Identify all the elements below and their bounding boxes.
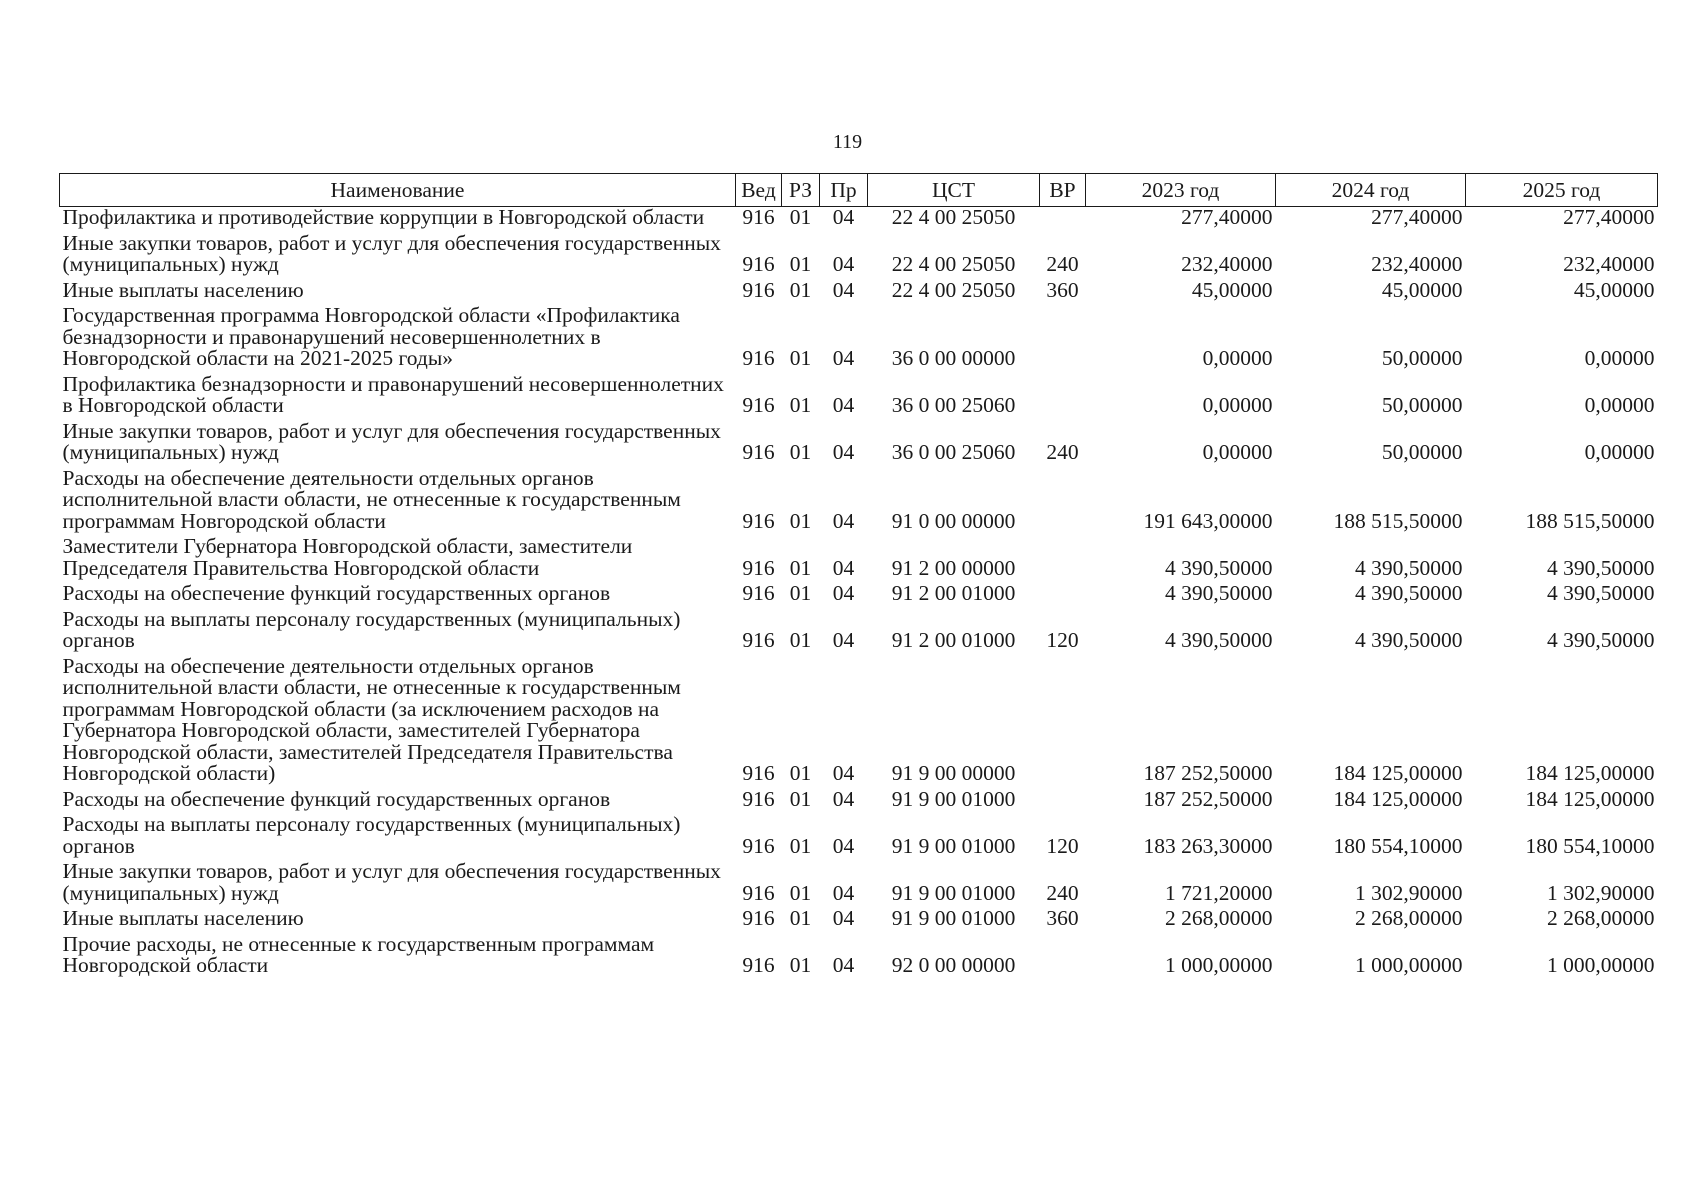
row-amount-2023: 191 643,00000: [1143, 508, 1273, 533]
row-amount-2025: 184 125,00000: [1525, 761, 1655, 785]
row-name: Иные закупки товаров, работ и услуг для обеспечения государственных (муниципальных) нужд: [62, 859, 721, 905]
row-amount-2025: 1 302,90000: [1547, 880, 1655, 905]
row-pr: 04: [832, 953, 855, 977]
row-cst: 91 0 00 00000: [891, 508, 1016, 533]
row-vr: [1040, 583, 1086, 609]
row-ved: 916: [742, 555, 775, 580]
row-pr: 04: [832, 906, 855, 930]
row-amount-2023: 4 390,50000: [1165, 628, 1273, 652]
table-row: [60, 934, 1658, 981]
row-pr: 04: [832, 628, 855, 652]
row-name: Иные выплаты населению: [62, 906, 304, 930]
row-vr: 360: [1046, 906, 1079, 930]
row-cst: 92 0 00 00000: [891, 953, 1016, 977]
row-amount-2024: 184 125,00000: [1333, 761, 1463, 785]
row-name: Иные выплаты населению: [62, 277, 304, 302]
row-ved: 916: [742, 880, 775, 905]
row-amount-2024: 277,40000: [1371, 205, 1463, 229]
row-ved: 916: [742, 277, 775, 302]
table-header: [60, 174, 1658, 207]
row-amount-2024: 50,00000: [1381, 346, 1463, 370]
row-amount-2024: 232,40000: [1371, 252, 1463, 276]
row-amount-2025: 4 390,50000: [1547, 628, 1655, 652]
table-row: [60, 207, 1658, 233]
row-name: Заместители Губернатора Новгородской области, заместители Председателя Правительства Новгородской области: [62, 534, 633, 580]
row-vr: [1040, 468, 1086, 537]
row-amount-2024: 184 125,00000: [1333, 786, 1463, 811]
budget-table: [59, 173, 1658, 981]
row-amount-2023: 1 721,20000: [1165, 880, 1273, 905]
row-amount-2024: 188 515,50000: [1333, 508, 1463, 533]
row-vr: [1040, 305, 1086, 374]
row-ved: 916: [742, 440, 775, 464]
row-vr: 360: [1046, 277, 1079, 302]
row-vr: [1040, 207, 1086, 233]
row-cst: 36 0 00 25060: [891, 440, 1016, 464]
table-row: [60, 536, 1658, 583]
row-vr: [1040, 789, 1086, 815]
row-rz: 01: [789, 628, 812, 652]
table-row: [60, 305, 1658, 374]
row-pr: 04: [832, 833, 855, 858]
row-vr: [1040, 656, 1086, 789]
row-ved: 916: [742, 393, 775, 417]
row-amount-2025: 0,00000: [1584, 440, 1655, 464]
row-cst: 36 0 00 00000: [891, 346, 1016, 370]
row-amount-2025: 1 000,00000: [1547, 953, 1655, 977]
row-amount-2023: 1 000,00000: [1165, 953, 1273, 977]
row-amount-2025: 4 390,50000: [1547, 581, 1655, 605]
row-pr: 04: [832, 508, 855, 533]
row-ved: 916: [742, 786, 775, 811]
row-amount-2023: 183 263,30000: [1143, 833, 1273, 858]
row-rz: 01: [789, 555, 812, 580]
row-rz: 01: [789, 953, 812, 977]
table-row: [60, 421, 1658, 468]
table-row: [60, 374, 1658, 421]
row-rz: 01: [789, 277, 812, 302]
row-cst: 36 0 00 25060: [891, 393, 1016, 417]
row-cst: 91 2 00 00000: [891, 555, 1016, 580]
row-pr: 04: [832, 393, 855, 417]
row-ved: 916: [742, 833, 775, 858]
row-amount-2025: 45,00000: [1573, 277, 1655, 302]
table-row: [60, 280, 1658, 306]
row-rz: 01: [789, 393, 812, 417]
row-vr: [1040, 536, 1086, 583]
row-amount-2023: 187 252,50000: [1143, 761, 1273, 785]
row-cst: 91 9 00 01000: [891, 833, 1016, 858]
table-row: [60, 908, 1658, 934]
row-rz: 01: [789, 833, 812, 858]
row-vr: 120: [1046, 833, 1079, 858]
col-header-cst: ЦСТ: [868, 174, 1040, 207]
table-row: [60, 814, 1658, 861]
row-ved: 916: [742, 761, 775, 785]
page-number: 119: [832, 131, 863, 153]
row-amount-2025: 184 125,00000: [1525, 786, 1655, 811]
row-vr: 240: [1046, 880, 1079, 905]
row-rz: 01: [789, 761, 812, 785]
row-rz: 01: [789, 508, 812, 533]
row-amount-2023: 2 268,00000: [1165, 906, 1273, 930]
col-header-2023: 2023 год: [1086, 174, 1276, 207]
row-amount-2023: 0,00000: [1202, 346, 1273, 370]
table-row: [60, 861, 1658, 908]
table-row: [60, 789, 1658, 815]
row-rz: 01: [789, 880, 812, 905]
row-amount-2025: 232,40000: [1563, 252, 1655, 276]
row-rz: 01: [789, 252, 812, 276]
row-amount-2025: 188 515,50000: [1525, 508, 1655, 533]
row-pr: 04: [832, 346, 855, 370]
row-cst: 22 4 00 25050: [891, 252, 1016, 276]
row-vr: [1040, 934, 1086, 981]
row-pr: 04: [832, 252, 855, 276]
table-row: [60, 609, 1658, 656]
row-name: Государственная программа Новгородской области «Профилактика безнадзорности и правонарушений несовершеннолетних в Новгородской области на 2021-2025 годы»: [62, 303, 680, 370]
row-ved: 916: [742, 346, 775, 370]
row-amount-2023: 232,40000: [1181, 252, 1273, 276]
row-rz: 01: [789, 346, 812, 370]
row-rz: 01: [789, 205, 812, 229]
row-pr: 04: [832, 277, 855, 302]
row-pr: 04: [832, 555, 855, 580]
col-header-pr: Пр: [820, 174, 868, 207]
row-vr: 240: [1046, 252, 1079, 276]
col-header-rz: РЗ: [782, 174, 820, 207]
row-ved: 916: [742, 252, 775, 276]
row-amount-2023: 0,00000: [1202, 440, 1273, 464]
row-name: Расходы на обеспечение функций государственных органов: [62, 581, 611, 605]
row-pr: 04: [832, 786, 855, 811]
col-header-2025: 2025 год: [1466, 174, 1658, 207]
row-amount-2023: 277,40000: [1181, 205, 1273, 229]
row-pr: 04: [832, 581, 855, 605]
row-name: Профилактика безнадзорности и правонарушений несовершеннолетних в Новгородской области: [62, 371, 724, 417]
table-row: [60, 656, 1658, 789]
row-rz: 01: [789, 906, 812, 930]
row-name: Расходы на выплаты персоналу государственных (муниципальных) органов: [62, 812, 681, 858]
row-amount-2025: 4 390,50000: [1547, 555, 1655, 580]
row-vr: [1040, 374, 1086, 421]
row-name: Расходы на обеспечение деятельности отдельных органов исполнительной власти области, не отнесенные к государственным программам Новгородской области: [62, 465, 681, 533]
row-cst: 22 4 00 25050: [891, 277, 1016, 302]
row-name: Прочие расходы, не отнесенные к государственным программам Новгородской области: [62, 931, 655, 977]
row-rz: 01: [789, 786, 812, 811]
row-cst: 91 9 00 01000: [891, 786, 1016, 811]
row-amount-2025: 0,00000: [1584, 346, 1655, 370]
row-ved: 916: [742, 953, 775, 977]
row-name: Расходы на обеспечение деятельности отдельных органов исполнительной власти области, не отнесенные к государственным программам Новгородской области (за исключением расходов на Губернатора Новгородской области, заместителей Губернатора Новгородской области, заместителей Председателя Правительства Новгородской области): [62, 653, 681, 785]
row-pr: 04: [832, 880, 855, 905]
row-ved: 916: [742, 628, 775, 652]
row-amount-2024: 4 390,50000: [1355, 581, 1463, 605]
row-amount-2024: 50,00000: [1381, 440, 1463, 464]
row-amount-2025: 0,00000: [1584, 393, 1655, 417]
row-amount-2024: 4 390,50000: [1355, 555, 1463, 580]
col-header-name: Наименование: [60, 174, 736, 207]
row-cst: 22 4 00 25050: [891, 205, 1016, 229]
table-row: [60, 233, 1658, 280]
row-amount-2025: 2 268,00000: [1547, 906, 1655, 930]
row-amount-2024: 4 390,50000: [1355, 628, 1463, 652]
row-rz: 01: [789, 440, 812, 464]
row-vr: 240: [1046, 440, 1079, 464]
row-amount-2024: 50,00000: [1381, 393, 1463, 417]
row-cst: 91 2 00 01000: [891, 581, 1016, 605]
row-vr: 120: [1046, 628, 1079, 652]
row-amount-2024: 1 302,90000: [1355, 880, 1463, 905]
row-amount-2025: 277,40000: [1563, 205, 1655, 229]
col-header-2024: 2024 год: [1276, 174, 1466, 207]
row-amount-2023: 45,00000: [1191, 277, 1273, 302]
table-body: [60, 207, 1658, 981]
row-name: Иные закупки товаров, работ и услуг для обеспечения государственных (муниципальных) нужд: [62, 418, 721, 464]
row-name: Профилактика и противодействие коррупции в Новгородской области: [62, 205, 705, 229]
row-rz: 01: [789, 581, 812, 605]
row-amount-2024: 180 554,10000: [1333, 833, 1463, 858]
row-amount-2025: 180 554,10000: [1525, 833, 1655, 858]
row-cst: 91 9 00 00000: [891, 761, 1016, 785]
row-amount-2024: 45,00000: [1381, 277, 1463, 302]
row-pr: 04: [832, 440, 855, 464]
row-name: Иные закупки товаров, работ и услуг для обеспечения государственных (муниципальных) нужд: [62, 230, 721, 276]
row-ved: 916: [742, 205, 775, 229]
row-name: Расходы на выплаты персоналу государственных (муниципальных) органов: [62, 606, 681, 652]
row-amount-2023: 4 390,50000: [1165, 581, 1273, 605]
table-row: [60, 468, 1658, 537]
row-cst: 91 9 00 01000: [891, 906, 1016, 930]
row-ved: 916: [742, 508, 775, 533]
row-cst: 91 2 00 01000: [891, 628, 1016, 652]
row-name: Расходы на обеспечение функций государственных органов: [62, 786, 611, 811]
table-row: [60, 583, 1658, 609]
row-amount-2023: 0,00000: [1202, 393, 1273, 417]
row-amount-2024: 1 000,00000: [1355, 953, 1463, 977]
row-ved: 916: [742, 906, 775, 930]
row-pr: 04: [832, 205, 855, 229]
row-ved: 916: [742, 581, 775, 605]
row-pr: 04: [832, 761, 855, 785]
col-header-vr: ВР: [1040, 174, 1086, 207]
row-amount-2023: 187 252,50000: [1143, 786, 1273, 811]
row-amount-2023: 4 390,50000: [1165, 555, 1273, 580]
row-cst: 91 9 00 01000: [891, 880, 1016, 905]
col-header-ved: Вед: [736, 174, 782, 207]
row-amount-2024: 2 268,00000: [1355, 906, 1463, 930]
